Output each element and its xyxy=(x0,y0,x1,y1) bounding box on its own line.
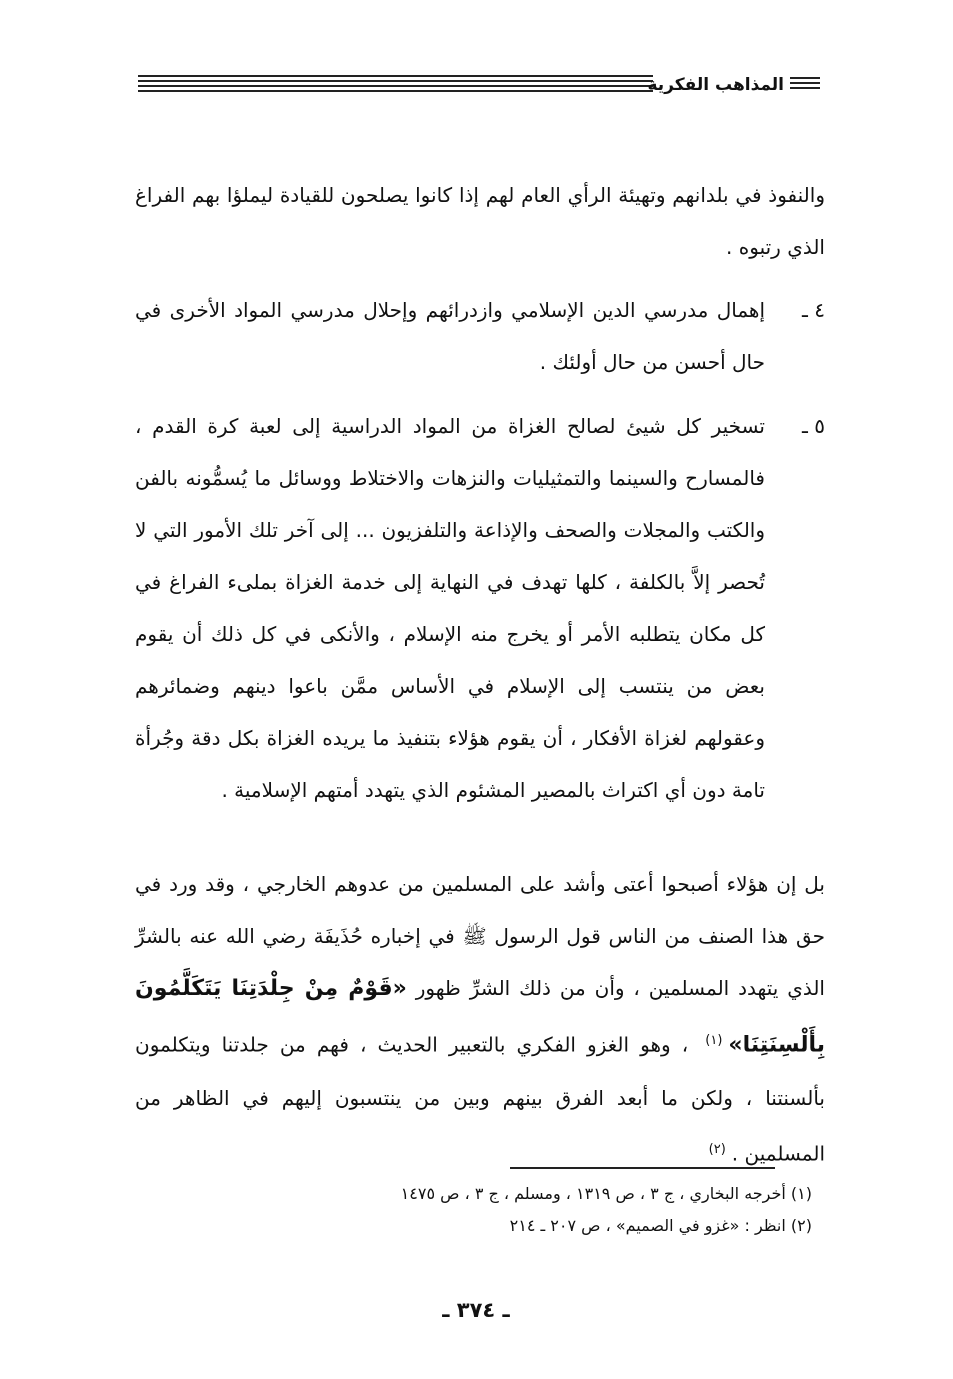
running-header xyxy=(138,72,820,98)
list-item-text: تسخير كل شيئ لصالح الغزاة من المواد الدراسية إلى لعبة كرة القدم ، فالمسارح والسينما والتمثيليات والنزهات والاختلاط ووسائل ما يُسمُّونه بالفن والكتب والمجلات والصحف والإذاعة والتلفزيون ... إلى آخر تلك الأمور التي لا تُحصر إلاَّ بالكلفة ، كلها تهدف في النهاية إلى خدمة الغزاة بملىء الفراغ في كل مكان يتطلبه الأمر أو يخرج منه الإسلام ، والأنكى في كل ذلك أن يقوم بعض من ينتسب إلى الإسلام في الأساس ممَّن باعوا دينهم وضمائرهم وعقولهم لغزاة الأفكار ، أن يقوم هؤلاء بتنفيذ ما يريده الغزاة بكل دقة وجُرأة تامة دون أي اكتراث بالمصير المشئوم الذي يتهدد أمتهم الإسلامية . xyxy=(135,414,765,802)
list-item-number: ٥ ـ xyxy=(802,414,825,438)
footnotes xyxy=(200,1178,812,1242)
list-item-text: إهمال مدرسي الدين الإسلامي وازدرائهم وإحلال مدرسي المواد الأخرى في حال أحسن من حال أولئك . xyxy=(135,298,765,374)
hadith-quote: «قَوْمٌ مِنْ جِلْدَتِنَا يَتَكَلَّمُونَ بِأَلْسِنَتِنَا» xyxy=(135,976,825,1058)
list-item-5 xyxy=(135,400,825,816)
footnote-ref-2[interactable]: (٢) xyxy=(708,1141,726,1157)
list-item-number: ٤ ـ xyxy=(802,298,825,322)
footnote-2: (٢) انظر : «غزو في الصميم» ، ص ٢٠٧ ـ ٢١٤ xyxy=(509,1216,812,1235)
paragraph-main xyxy=(135,858,825,1179)
footnote-separator xyxy=(510,1167,775,1169)
header-rule-right xyxy=(790,77,820,93)
paragraph-text-part1: بل إن هؤلاء أصبحوا أعتى وأشد على المسلمين من عدوهم الخارجي ، وقد ورد في حق هذا الصنف من الناس قول الرسول ﷺ في إخباره حُذَيفَة رضي الله عنه بالشرِّ الذي يتهدد المسلمين ، وأن من ذلك الشرِّ ظهور xyxy=(135,872,825,1000)
paragraph-text-part2: ، وهو الغزو الفكري بالتعبير الحديث ، فهم من جلدتنا ويتكلمون بألسنتنا ، ولكن ما أبعد الفرق بينهم وبين من ينتسبون إليهم في الظاهر من المسلمين . xyxy=(135,1032,825,1166)
header-title: المذاهب الفكرية xyxy=(647,75,784,95)
footnote-1: (١) أخرجه البخاري ، ج ٣ ، ص ١٣١٩ ، ومسلم ، ج ٣ ، ص ١٤٧٥ xyxy=(400,1184,812,1203)
list-item-4 xyxy=(135,284,825,388)
footnote-ref-1[interactable]: (١) xyxy=(705,1033,723,1048)
page-number: ـ ٣٧٤ ـ xyxy=(442,1298,510,1322)
paragraph-continuation: والنفوذ في بلدانهم وتهيئة الرأي العام لهم إذا كانوا يصلحون للقيادة ليملؤا بهم الفراغ الذي رتبوه . xyxy=(135,183,825,259)
header-rule-left xyxy=(138,75,653,95)
